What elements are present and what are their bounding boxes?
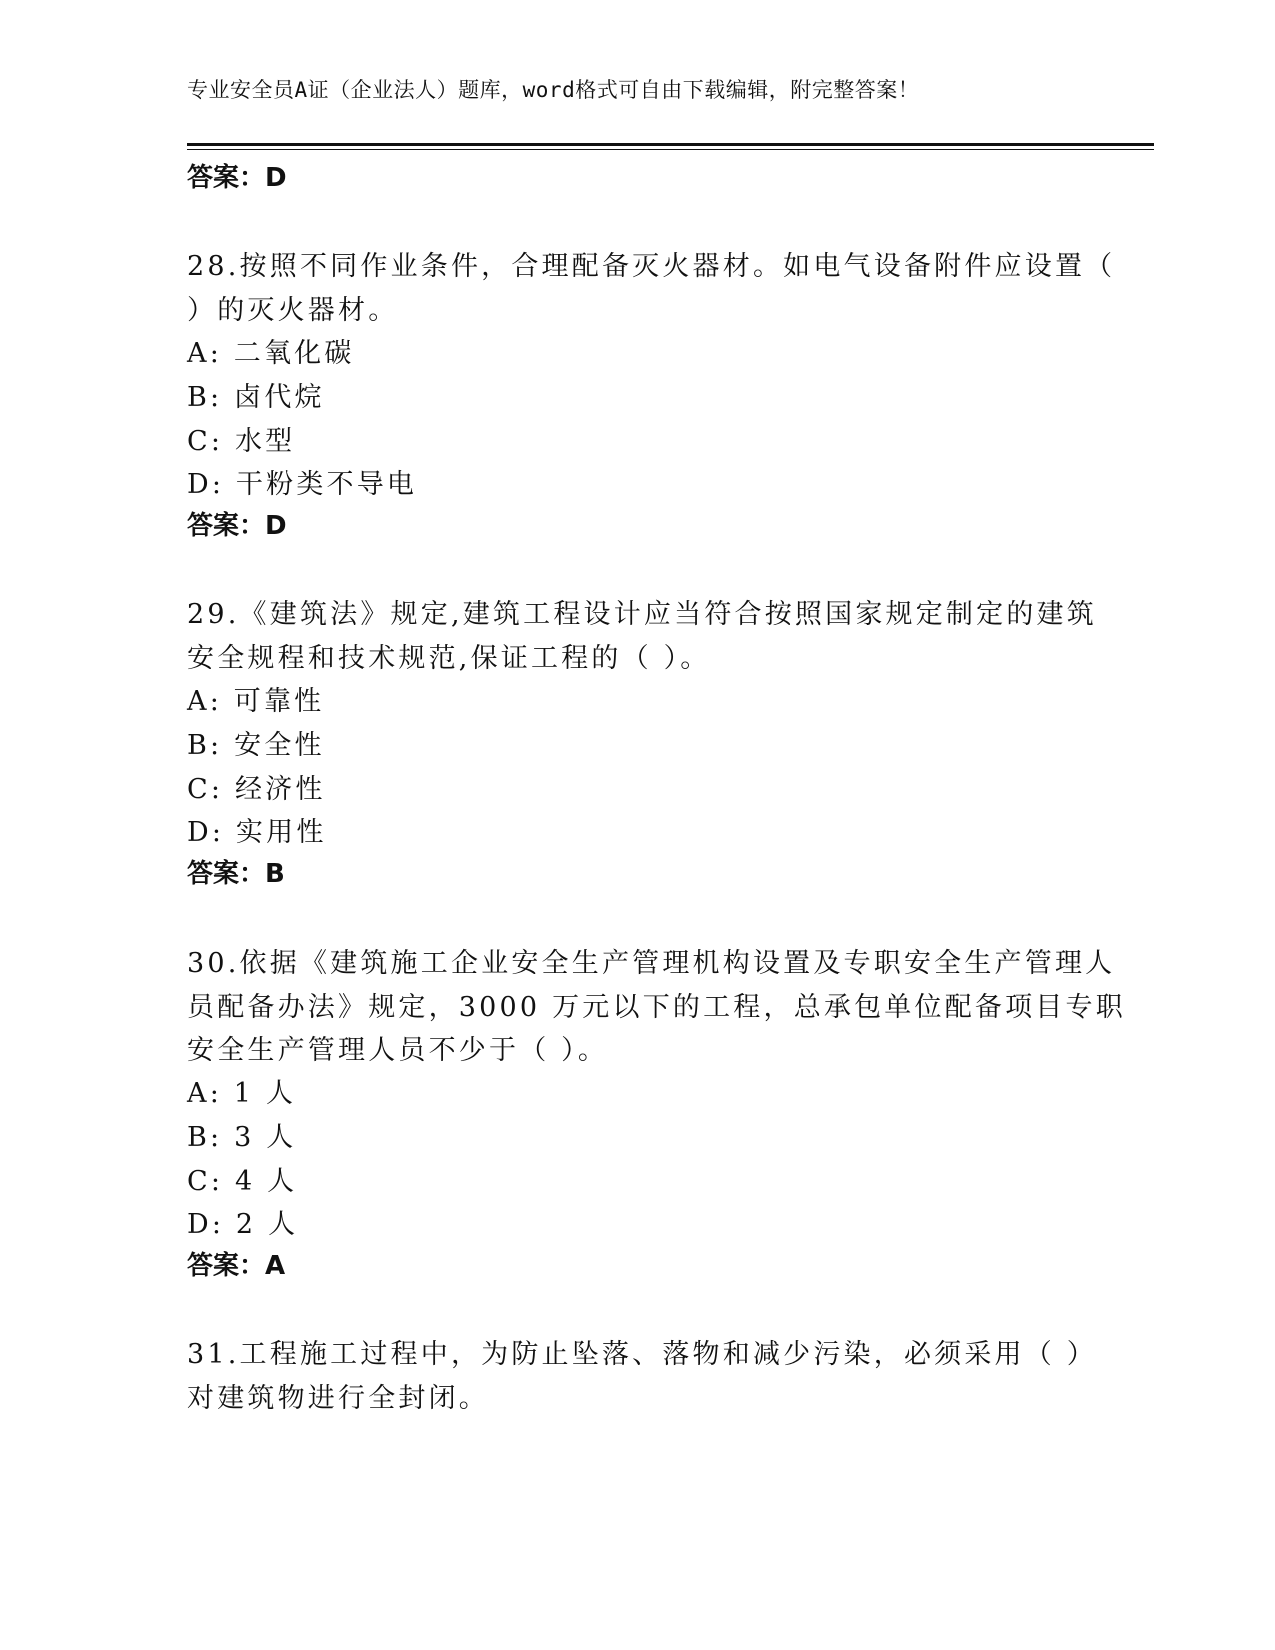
option-c: C: 经济性: [187, 774, 326, 805]
document-header: 专业安全员A证（企业法人）题库，word格式可自由下载编辑，附完整答案！: [187, 78, 920, 102]
answer-label: 答案：D: [187, 163, 287, 193]
option-a: A: 二氧化碳: [187, 338, 355, 369]
option-c: C: 4 人: [187, 1166, 298, 1197]
question-text-line: 28.按照不同作业条件，合理配备灭火器材。如电气设备附件应设置（: [187, 251, 1116, 282]
option-a: A: 可靠性: [187, 686, 325, 717]
question-text-line: 安全生产管理人员不少于（ ）。: [187, 1035, 609, 1066]
option-b: B: 3 人: [187, 1122, 297, 1153]
option-d: D: 实用性: [187, 817, 327, 848]
question-text-line: 29.《建筑法》规定,建筑工程设计应当符合按照国家规定制定的建筑: [187, 599, 1097, 630]
answer-label: 答案：D: [187, 511, 287, 541]
question-text-line: 员配备办法》规定，3000 万元以下的工程，总承包单位配备项目专职: [187, 992, 1126, 1023]
question-text-line: 30.依据《建筑施工企业安全生产管理机构设置及专职安全生产管理人: [187, 948, 1116, 979]
header-rule-thick: [187, 143, 1154, 146]
option-c: C: 水型: [187, 426, 296, 457]
header-rule-thin: [187, 149, 1154, 150]
option-a: A: 1 人: [187, 1078, 297, 1109]
question-text-line: 对建筑物进行全封闭。: [187, 1383, 489, 1414]
option-d: D: 干粉类不导电: [187, 469, 418, 500]
question-text-line: 31.工程施工过程中，为防止坠落、落物和减少污染，必须采用（ ）: [187, 1339, 1097, 1370]
question-text-line: 安全规程和技术规范,保证工程的（ ）。: [187, 643, 711, 674]
answer-label: 答案：B: [187, 859, 285, 889]
option-d: D: 2 人: [187, 1209, 299, 1240]
option-b: B: 卤代烷: [187, 382, 325, 413]
answer-label: 答案：A: [187, 1251, 286, 1281]
question-text-line: ）的灭火器材。: [187, 295, 399, 326]
option-b: B: 安全性: [187, 730, 325, 761]
